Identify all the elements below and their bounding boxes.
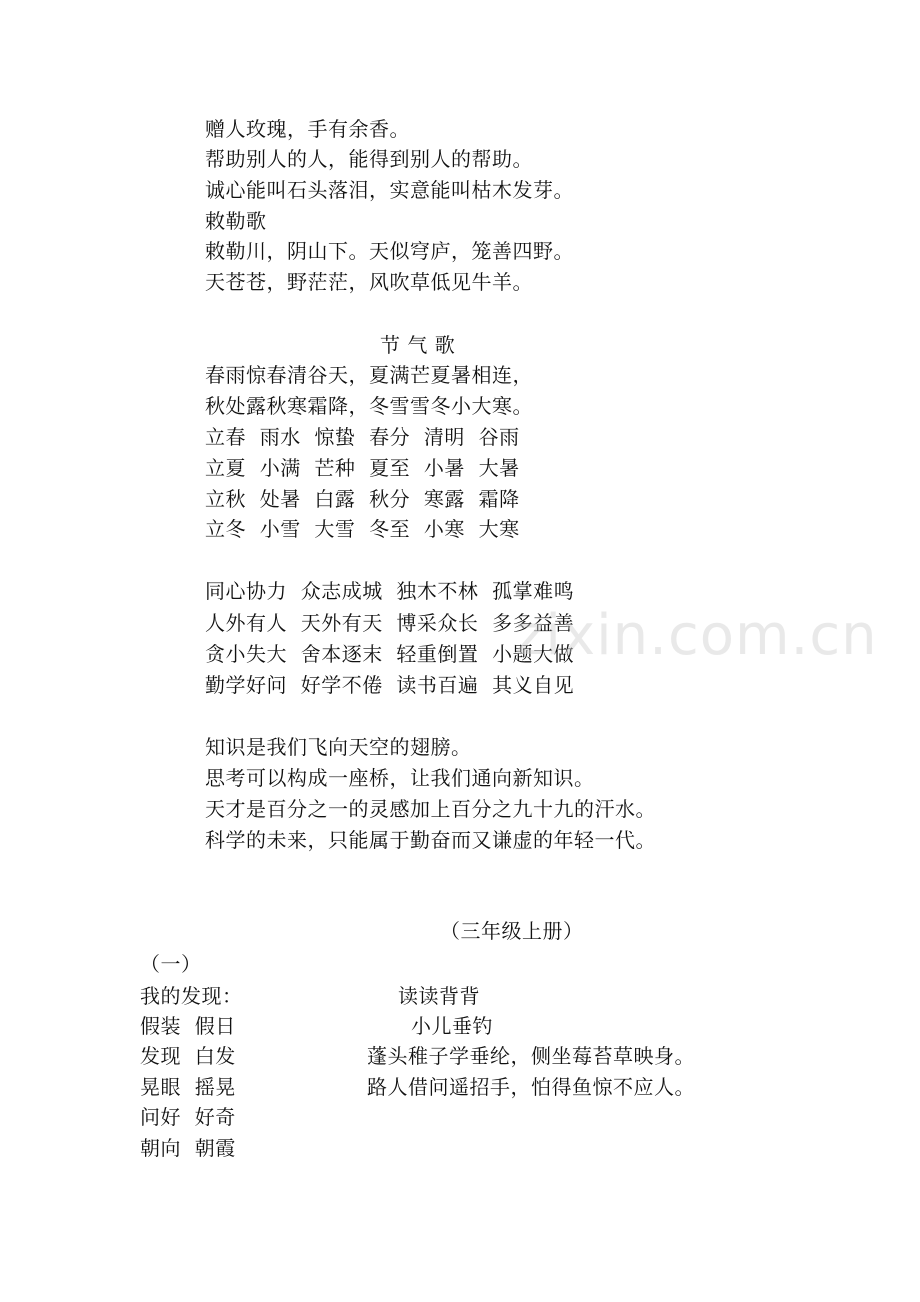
idiom-row: 同心协力 众志成城 独木不林 孤掌难鸣 bbox=[205, 579, 575, 603]
word-pair-row: 发现 白发 bbox=[140, 1044, 236, 1068]
poem-line: 路人借问遥招手，怕得鱼惊不应人。 bbox=[367, 1075, 695, 1099]
section-number: （一） bbox=[140, 952, 202, 976]
poem-line: 天苍苍，野茫茫，风吹草低见牛羊。 bbox=[205, 270, 533, 294]
idiom-row: 贪小失大 舍本逐末 轻重倒置 小题大做 bbox=[205, 642, 575, 666]
solar-terms-row: 立夏 小满 芒种 夏至 小暑 大暑 bbox=[205, 456, 520, 480]
poem-line: 敕勒川，阴山下。天似穹庐，笼善四野。 bbox=[205, 239, 574, 263]
quote-line: 天才是百分之一的灵感加上百分之九十九的汗水。 bbox=[205, 797, 656, 821]
word-pair-row: 假装 假日 bbox=[140, 1014, 236, 1038]
word-pair-row: 晃眼 摇晃 bbox=[140, 1075, 236, 1099]
poem-title: 小儿垂钓 bbox=[411, 1014, 493, 1038]
quote-line: 科学的未来，只能属于勤奋而又谦虚的年轻一代。 bbox=[205, 828, 656, 852]
solar-terms-row: 立春 雨水 惊蛰 春分 清明 谷雨 bbox=[205, 425, 520, 449]
grade-heading: （三年级上册） bbox=[440, 919, 584, 943]
idiom-row: 勤学好问 好学不倦 读书百遍 其义自见 bbox=[205, 673, 575, 697]
poem-line: 蓬头稚子学垂纶，侧坐莓苔草映身。 bbox=[367, 1044, 695, 1068]
poem-title: 敕勒歌 bbox=[205, 209, 267, 233]
word-pair-row: 问好 好奇 bbox=[140, 1105, 236, 1129]
proverb-line: 帮助别人的人，能得到别人的帮助。 bbox=[205, 147, 533, 171]
proverb-line: 赠人玫瑰，手有余香。 bbox=[205, 117, 410, 141]
word-pair-row: 朝向 朝霞 bbox=[140, 1136, 236, 1160]
song-line: 春雨惊春清谷天，夏满芒夏暑相连， bbox=[205, 363, 533, 387]
song-title: 节 气 歌 bbox=[380, 333, 456, 357]
read-recite-label: 读读背背 bbox=[398, 984, 480, 1008]
my-discovery-label: 我的发现： bbox=[140, 984, 243, 1008]
solar-terms-row: 立冬 小雪 大雪 冬至 小寒 大寒 bbox=[205, 517, 520, 541]
song-line: 秋处露秋寒霜降，冬雪雪冬小大寒。 bbox=[205, 394, 533, 418]
idiom-row: 人外有人 天外有天 博采众长 多多益善 bbox=[205, 611, 575, 635]
solar-terms-row: 立秋 处暑 白露 秋分 寒露 霜降 bbox=[205, 487, 520, 511]
watermark: zixin.com.cn bbox=[515, 603, 878, 668]
quote-line: 思考可以构成一座桥，让我们通向新知识。 bbox=[205, 766, 595, 790]
quote-line: 知识是我们飞向天空的翅膀。 bbox=[205, 735, 472, 759]
proverb-line: 诚心能叫石头落泪，实意能叫枯木发芽。 bbox=[205, 178, 574, 202]
